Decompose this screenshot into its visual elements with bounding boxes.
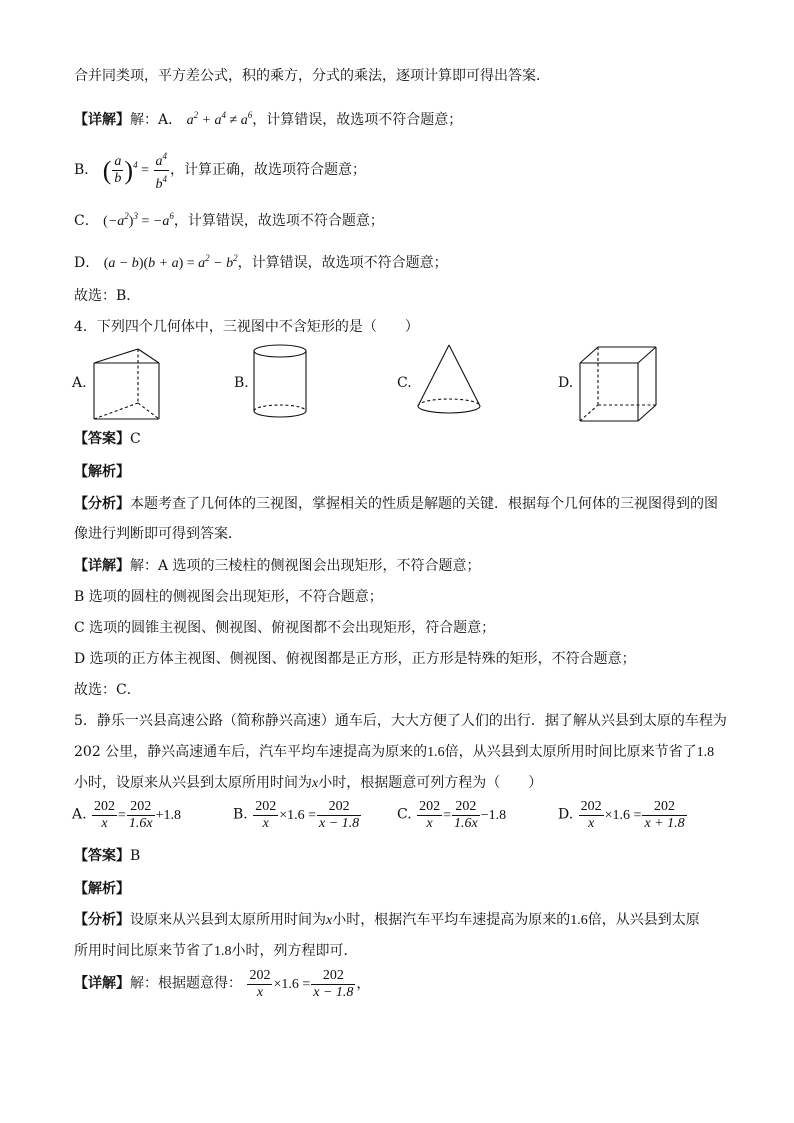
q4-conclusion: 故选：C． (74, 682, 141, 698)
q5-stem-line1: 5．静乐一兴县高速公路（简称静兴高速）通车后，大大方便了人们的出行．据了解从兴县到太原的车程为 (74, 713, 727, 729)
fenxi-variable: x (326, 913, 333, 928)
numerator: 202 (419, 799, 441, 814)
fenxi-text: 设原来从兴县到太原所用时间为 (130, 912, 326, 928)
fenxi-text: 小时，根据汽车平均车速提高为原来的 (332, 912, 571, 928)
stem-number: 1.6 (427, 745, 445, 760)
q5-analysis-tag: 【解析】 (74, 881, 130, 897)
denominator: x (262, 816, 269, 831)
operator: = (118, 807, 126, 823)
formula-b: ( $\frac{a}{b}$ )$^4$ = $\frac{a^4}{b^4}$ (103, 163, 170, 178)
q4-answer (74, 429, 141, 449)
q5-detail (74, 968, 370, 1001)
numerator: 202 (255, 799, 277, 814)
cone-figure (414, 342, 484, 422)
operator: = (443, 807, 452, 823)
tail: +1.8 (155, 807, 182, 823)
fenxi-number: 1.8 (214, 944, 232, 959)
tail: −1.8 (480, 807, 507, 823)
formula-a: $a^2 + a^4 \ne a^6$ (186, 110, 253, 128)
fenxi-text: 倍，从兴县到太原 (587, 912, 700, 928)
denominator: x − 1.8 (313, 985, 354, 1000)
q4-detail-d: D 选项的正方体主视图、侧视图、俯视图都是正方形，正方形是特殊的矩形，不符合题意； (74, 651, 636, 667)
q5-option-a (72, 799, 181, 832)
numerator: 202 (249, 968, 271, 983)
denominator: x (426, 816, 433, 831)
q3-detail-a (74, 105, 462, 131)
detail-tag: 【详解】 (74, 112, 130, 128)
denominator: x (256, 985, 264, 1000)
option-equation (91, 799, 182, 831)
q3-option-d (74, 248, 448, 274)
detail-tag: 【详解】 (74, 975, 130, 992)
q5-option-d (558, 799, 688, 832)
formula-d: $(a - b)(b + a) = a^2 - b^2$ (103, 253, 238, 271)
stem-text: 202 公里，静兴高速通车后，汽车平均车速提高为原来的 (74, 744, 428, 760)
denominator: 1.6x (128, 816, 153, 831)
numerator: 202 (311, 968, 355, 985)
q5-option-b (233, 799, 362, 832)
fenxi-tag: 【分析】 (74, 496, 130, 512)
denominator: 1.6x (454, 816, 478, 831)
denominator: x + 1.8 (644, 816, 685, 831)
q5-fenxi-line2 (74, 941, 358, 962)
q5-answer (74, 846, 140, 866)
comment-c: ，计算错误，故选项不符合题意； (173, 213, 384, 229)
stem-text: 小时，设原来从兴县到太原所用时间为 (74, 775, 312, 791)
answer-tag: 【答案】 (74, 431, 130, 447)
label-d: D． (74, 255, 100, 271)
tail: ， (356, 976, 371, 992)
numerator: 202 (127, 799, 155, 816)
detail-equation (246, 968, 371, 1000)
stem-variable: x (312, 776, 319, 791)
q5-stem-line3 (74, 773, 542, 794)
option-label: B. (233, 806, 248, 823)
q3-option-c (74, 206, 384, 232)
detail-prefix: 解：根据题意得： (130, 975, 242, 992)
comment-b: ，计算正确，故选项符合题意； (170, 162, 366, 178)
comment-a: ，计算错误，故选项不符合题意； (252, 112, 463, 128)
detail-prefix: 解：A． (130, 112, 183, 128)
q4-detail-c: C 选项的圆锥主视图、侧视图、俯视图都不会出现矩形，符合题意； (74, 620, 496, 636)
option-equation (578, 799, 688, 831)
detail-tag: 【详解】 (74, 558, 130, 574)
label-c: C． (74, 213, 99, 229)
operator: ×1.6 = (279, 807, 316, 823)
triangular-prism-figure (88, 345, 164, 425)
option-label: D. (558, 806, 574, 823)
q3-conclusion: 故选：B． (74, 288, 141, 304)
option-equation (252, 799, 362, 831)
q4-detail-b: B 选项的圆柱的侧视图会出现矩形，不符合题意； (74, 589, 383, 605)
answer-value: B (130, 848, 141, 864)
formula-c: $(-a^2)^3 = -a^6$ (103, 211, 174, 229)
fenxi-text: 所用时间比原来节省了 (74, 943, 214, 959)
q4-stem: 4．下列四个几何体中，三视图中不含矩形的是（ ） (74, 319, 419, 335)
q4-option-b-label: B. (234, 375, 249, 391)
denominator: x (101, 816, 108, 831)
fenxi-number: 1.6 (570, 913, 588, 928)
operator: ×1.6 = (604, 807, 642, 823)
q5-option-c (397, 799, 506, 832)
q3-option-b (74, 146, 366, 193)
q4-analysis-tag: 【解析】 (74, 464, 130, 480)
denominator: x − 1.8 (319, 816, 360, 831)
stem-text: 倍，从兴县到太原所用时间比原来节省了 (444, 744, 697, 760)
q4-detail-a (74, 556, 481, 576)
q5-fenxi-line1 (74, 910, 700, 931)
q4-option-a-label: A. (72, 375, 87, 391)
numerator: 202 (317, 799, 361, 816)
option-label: C. (397, 806, 412, 823)
fenxi-tag: 【分析】 (74, 912, 130, 928)
numerator: 202 (452, 799, 480, 816)
numerator: 202 (580, 799, 602, 814)
fenxi-text: 小时，列方程即可． (231, 943, 358, 959)
q4-fenxi-line2: 像进行判断即可得到答案． (74, 526, 242, 542)
q4-option-c-label: C. (397, 375, 412, 391)
cube-figure (576, 343, 662, 425)
q4-fenxi-line1 (74, 494, 718, 514)
detail-text: 解：A 选项的三棱柱的侧视图会出现矩形，不符合题意； (130, 558, 481, 574)
option-equation (416, 799, 507, 831)
fenxi-text: 本题考查了几何体的三视图，掌握相关的性质是解题的关键．根据每个几何体的三视图得到的图 (130, 496, 718, 512)
numerator: 202 (642, 799, 686, 816)
answer-value: C (130, 431, 141, 447)
option-label: A. (72, 806, 87, 823)
comment-d: ，计算错误，故选项不符合题意； (237, 255, 448, 271)
operator: ×1.6 = (273, 976, 311, 992)
label-b: B． (74, 162, 99, 178)
denominator: x (588, 816, 595, 831)
cylinder-figure (250, 342, 310, 422)
stem-number: 1.8 (696, 745, 715, 760)
intro-text: 合并同类项，平方差公式，积的乘方，分式的乘法，逐项计算即可得出答案． (74, 68, 550, 84)
q5-stem-line2 (74, 742, 714, 763)
answer-tag: 【答案】 (74, 848, 130, 864)
numerator: 202 (94, 799, 116, 814)
stem-text: 小时，根据题意可列方程为（ ） (318, 775, 543, 791)
q4-option-d-label: D. (558, 375, 574, 391)
